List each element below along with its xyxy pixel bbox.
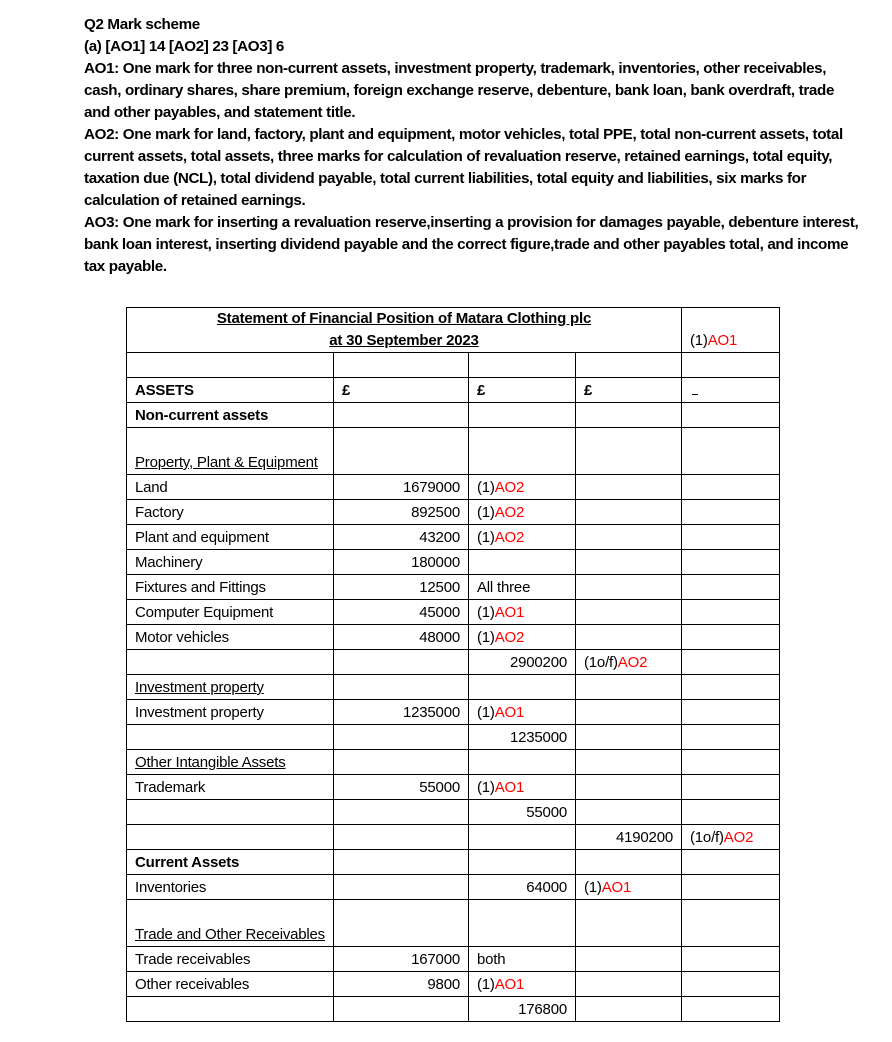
ppe-heading: Property, Plant & Equipment [127, 428, 334, 475]
motor-mark: (1)AO2 [468, 625, 575, 650]
table-row [127, 700, 780, 725]
machinery-value: 180000 [333, 550, 468, 575]
ppe-total-mark: (1o/f)AO2 [575, 650, 681, 675]
assets-heading: ASSETS [127, 378, 334, 403]
statement-title-line2: at 30 September 2023 [329, 332, 479, 349]
intangible-heading: Other Intangible Assets [127, 750, 334, 775]
table-row [127, 972, 780, 997]
table-row [127, 750, 780, 775]
receivables-heading: Trade and Other Receivables [127, 900, 334, 947]
table-row [127, 575, 780, 600]
plant-label: Plant and equipment [127, 525, 334, 550]
table-row [127, 403, 780, 428]
trade-receivables-mark: both [468, 947, 575, 972]
statement-title [127, 308, 682, 353]
inventories-mark: (1)AO1 [575, 875, 681, 900]
statement-title-line1: Statement of Financial Position of Matara Clothing plc [216, 310, 592, 327]
other-receivables-label: Other receivables [127, 972, 334, 997]
mark-scheme-intro [84, 14, 859, 278]
trademark-mark: (1)AO1 [468, 775, 575, 800]
table-row [127, 997, 780, 1022]
nca-total-mark: (1o/f)AO2 [681, 825, 779, 850]
investment-label: Investment property [127, 700, 334, 725]
fixtures-label: Fixtures and Fittings [127, 575, 334, 600]
trademark-value: 55000 [333, 775, 468, 800]
current-assets-heading: Current Assets [127, 850, 334, 875]
dash-mark [692, 384, 698, 395]
table-row [127, 947, 780, 972]
title-mark: (1)AO1 [681, 308, 779, 353]
table-row [127, 525, 780, 550]
factory-mark: (1)AO2 [468, 500, 575, 525]
currency-col3: £ [575, 378, 681, 403]
factory-value: 892500 [333, 500, 468, 525]
ao3-criteria: AO3: One mark for inserting a revaluation reserve,inserting a provision for damages payable, debenture interest, bank loan interest, inserting dividend payable and the correct figure,trade and other payables total, and income tax payable. [84, 214, 859, 275]
table-row [127, 900, 780, 947]
table-row [127, 500, 780, 525]
computer-value: 45000 [333, 600, 468, 625]
receivables-total-value: 176800 [468, 997, 575, 1022]
part-a-marks: (a) [AO1] 14 [AO2] 23 [AO3] 6 [84, 38, 284, 55]
trade-receivables-value: 167000 [333, 947, 468, 972]
fixtures-mark: All three [468, 575, 575, 600]
statement-of-financial-position-table [126, 307, 780, 1022]
table-row [127, 600, 780, 625]
ao2-criteria: AO2: One mark for land, factory, plant and equipment, motor vehicles, total PPE, total non-current assets, total current assets, total assets, three marks for calculation of revaluation reserve, retained earnings, total equity, taxation due (NCL), total dividend payable, total current liabilities, total equity and liabilities, six marks for calculation of retained earnings. [84, 126, 843, 209]
table-row [127, 875, 780, 900]
trademark-total-value: 55000 [468, 800, 575, 825]
table-row [127, 475, 780, 500]
plant-mark: (1)AO2 [468, 525, 575, 550]
computer-mark: (1)AO1 [468, 600, 575, 625]
table-row [127, 850, 780, 875]
inventories-value: 64000 [468, 875, 575, 900]
table-row [127, 353, 780, 378]
ao1-criteria: AO1: One mark for three non-current assets, investment property, trademark, inventories, other receivables, cash, ordinary shares, share premium, foreign exchange reserve, debenture, bank loan, bank overdraft, trade and other payables, and statement title. [84, 60, 835, 121]
fixtures-value: 12500 [333, 575, 468, 600]
motor-label: Motor vehicles [127, 625, 334, 650]
land-value: 1679000 [333, 475, 468, 500]
investment-total-value: 1235000 [468, 725, 575, 750]
other-receivables-mark: (1)AO1 [468, 972, 575, 997]
non-current-assets-heading: Non-current assets [127, 403, 334, 428]
mark-scheme-heading: Q2 Mark scheme [84, 16, 200, 33]
machinery-label: Machinery [127, 550, 334, 575]
factory-label: Factory [127, 500, 334, 525]
table-row [127, 550, 780, 575]
investment-heading: Investment property [127, 675, 334, 700]
currency-col2: £ [468, 378, 575, 403]
trade-receivables-label: Trade receivables [127, 947, 334, 972]
table-row [127, 800, 780, 825]
motor-value: 48000 [333, 625, 468, 650]
other-receivables-value: 9800 [333, 972, 468, 997]
currency-col1: £ [333, 378, 468, 403]
ppe-total-value: 2900200 [468, 650, 575, 675]
table-row [127, 650, 780, 675]
inventories-label: Inventories [127, 875, 334, 900]
table-row [127, 625, 780, 650]
trademark-label: Trademark [127, 775, 334, 800]
currency-header-row [127, 378, 780, 403]
investment-mark: (1)AO1 [468, 700, 575, 725]
table-row [127, 725, 780, 750]
land-label: Land [127, 475, 334, 500]
table-row [127, 825, 780, 850]
land-mark: (1)AO2 [468, 475, 575, 500]
plant-value: 43200 [333, 525, 468, 550]
table-row [127, 428, 780, 475]
table-row [127, 675, 780, 700]
table-row [127, 775, 780, 800]
computer-label: Computer Equipment [127, 600, 334, 625]
statement-title-row [127, 308, 780, 353]
investment-value: 1235000 [333, 700, 468, 725]
nca-total-value: 4190200 [575, 825, 681, 850]
